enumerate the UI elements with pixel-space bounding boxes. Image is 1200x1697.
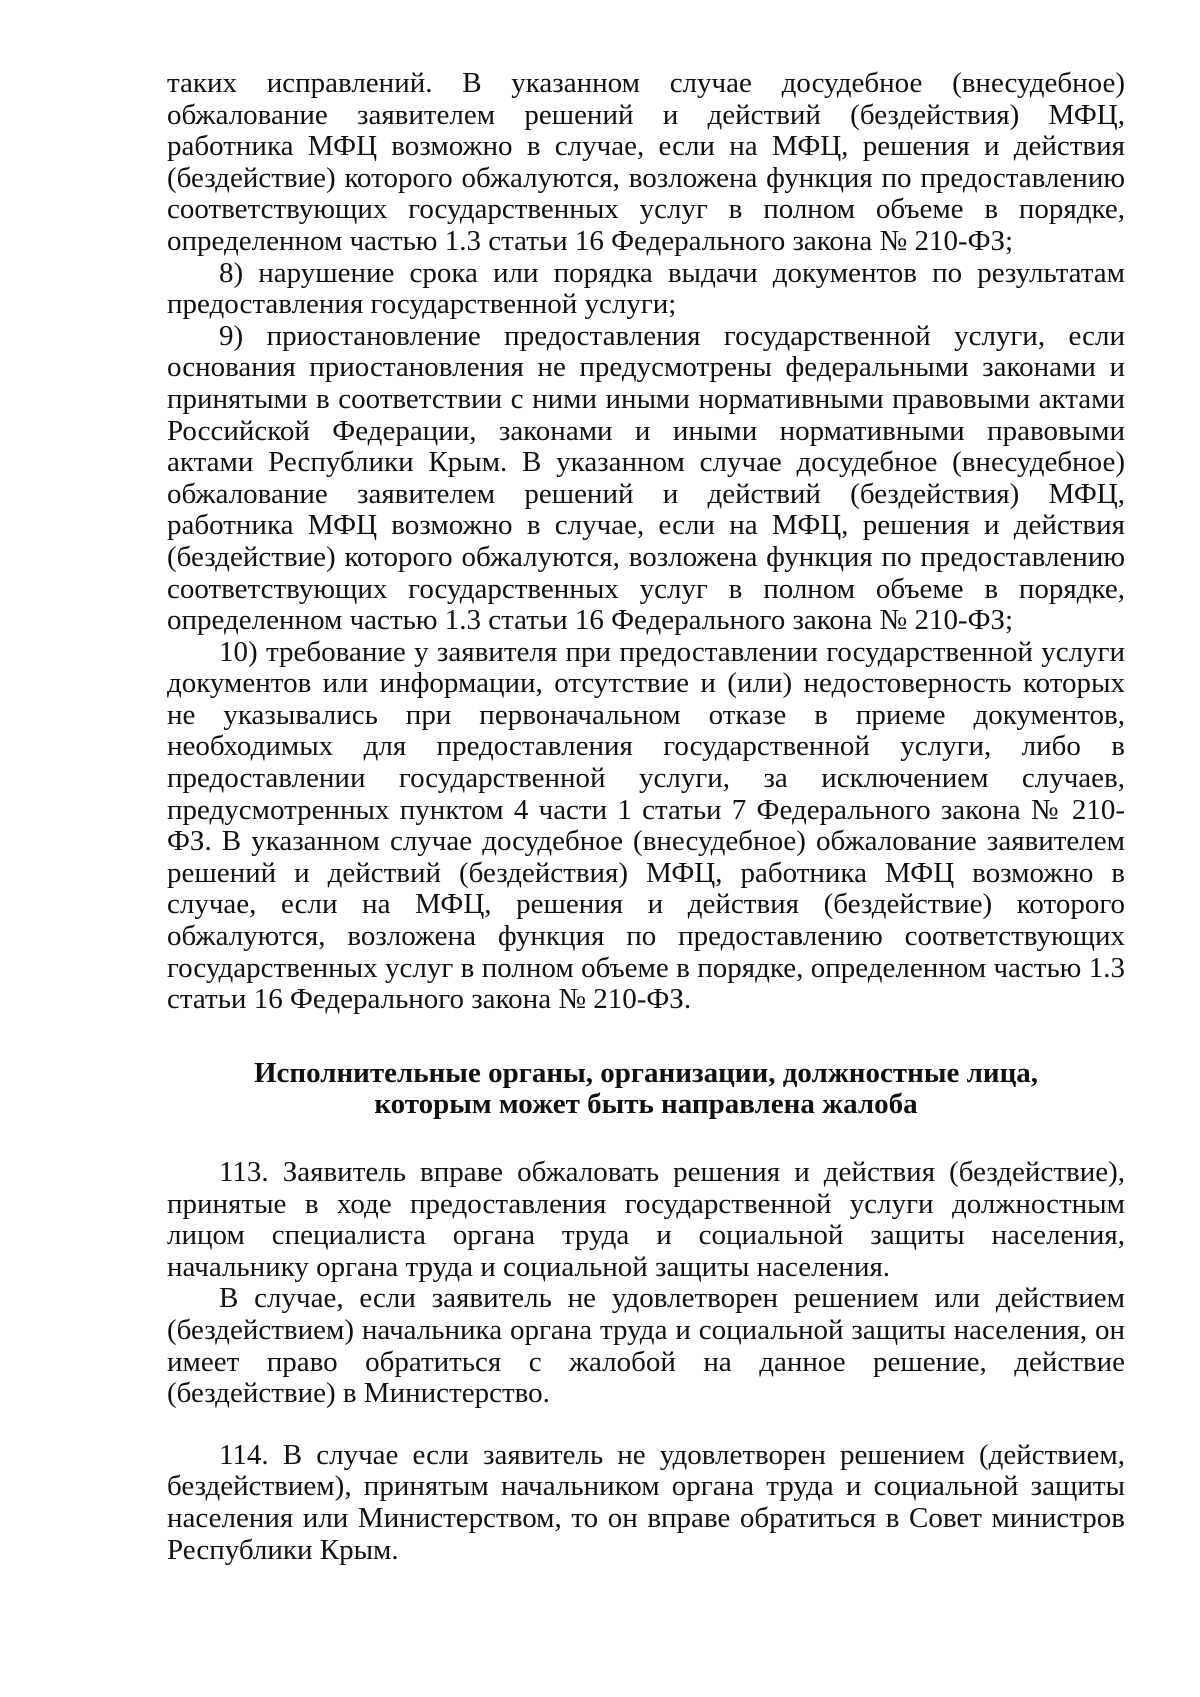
paragraph-113-continued: В случае, если заявитель не удовлетворен решением или действием (бездействием) начальника органа труда и социальной защиты населения, он имеет право обратиться с жалобой на данное решение, действие (бездействие) в Министерство. <box>167 1282 1125 1410</box>
spacer <box>167 1016 1125 1058</box>
paragraph-114: 114. В случае если заявитель не удовлетворен решением (действием, бездействием), принятым начальником органа труда и социальной защиты населения или Министерством, то он вправе обратиться в Совет министров Республики Крым. <box>167 1438 1125 1566</box>
paragraph-item-10: 10) требование у заявителя при предоставлении государственной услуги документов или информации, отсутствие и (или) недостоверность которых не указывались при первоначальном отказе в приеме документов, необходимых для предоставления государственной услуги, либо в предоставлении государственной услуги, за исключением случаев, предусмотренных пунктом 4 части 1 статьи 7 Федерального закона № 210-ФЗ. В указанном случае досудебное (внесудебное) обжалование заявителем решений и действий (бездействия) МФЦ, работника МФЦ возможно в случае, если на МФЦ, решения и действия (бездействие) которого обжалуются, возложена функция по предоставлению соответствующих государственных услуг в полном объеме в порядке, определенном частью 1.3 статьи 16 Федерального закона № 210-ФЗ. <box>167 635 1125 1016</box>
paragraph-item-9: 9) приостановление предоставления государственной услуги, если основания приостановления не предусмотрены федеральными законами и принятыми в соответствии с ними иными нормативными правовыми актами Российской Федерации, законами и иными нормативными правовыми актами Республики Крым. В указанном случае досудебное (внесудебное) обжалование заявителем решений и действий (бездействия) МФЦ, работника МФЦ возможно в случае, если на МФЦ, решения и действия (бездействие) которого обжалуются, возложена функция по предоставлению соответствующих государственных услуг в полном объеме в порядке, определенном частью 1.3 статьи 16 Федерального закона № 210-ФЗ; <box>167 319 1125 637</box>
section-heading-line-1: Исполнительные органы, организации, должностные лица, <box>253 1056 1039 1089</box>
paragraph-item-8: 8) нарушение срока или порядка выдачи документов по результатам предоставления государственной услуги; <box>167 256 1125 321</box>
section-heading-line-2: которым может быть направлена жалоба <box>374 1088 918 1121</box>
document-page <box>167 68 1125 1566</box>
paragraph-113: 113. Заявитель вправе обжаловать решения и действия (бездействие), принятые в ходе предоставления государственной услуги должностным лицом специалиста органа труда и социальной защиты населения, начальнику органа труда и социальной защиты населения. <box>167 1156 1125 1283</box>
spacer <box>167 1121 1125 1157</box>
paragraph-continuation: таких исправлений. В указанном случае досудебное (внесудебное) обжалование заявителем решений и действий (бездействия) МФЦ, работника МФЦ возможно в случае, если на МФЦ, решения и действия (бездействие) которого обжалуются, возложена функция по предоставлению соответствующих государственных услуг в полном объеме в порядке, определенном частью 1.3 статьи 16 Федерального закона № 210-ФЗ; <box>167 67 1125 257</box>
spacer <box>167 1410 1125 1440</box>
section-heading <box>167 1058 1125 1121</box>
